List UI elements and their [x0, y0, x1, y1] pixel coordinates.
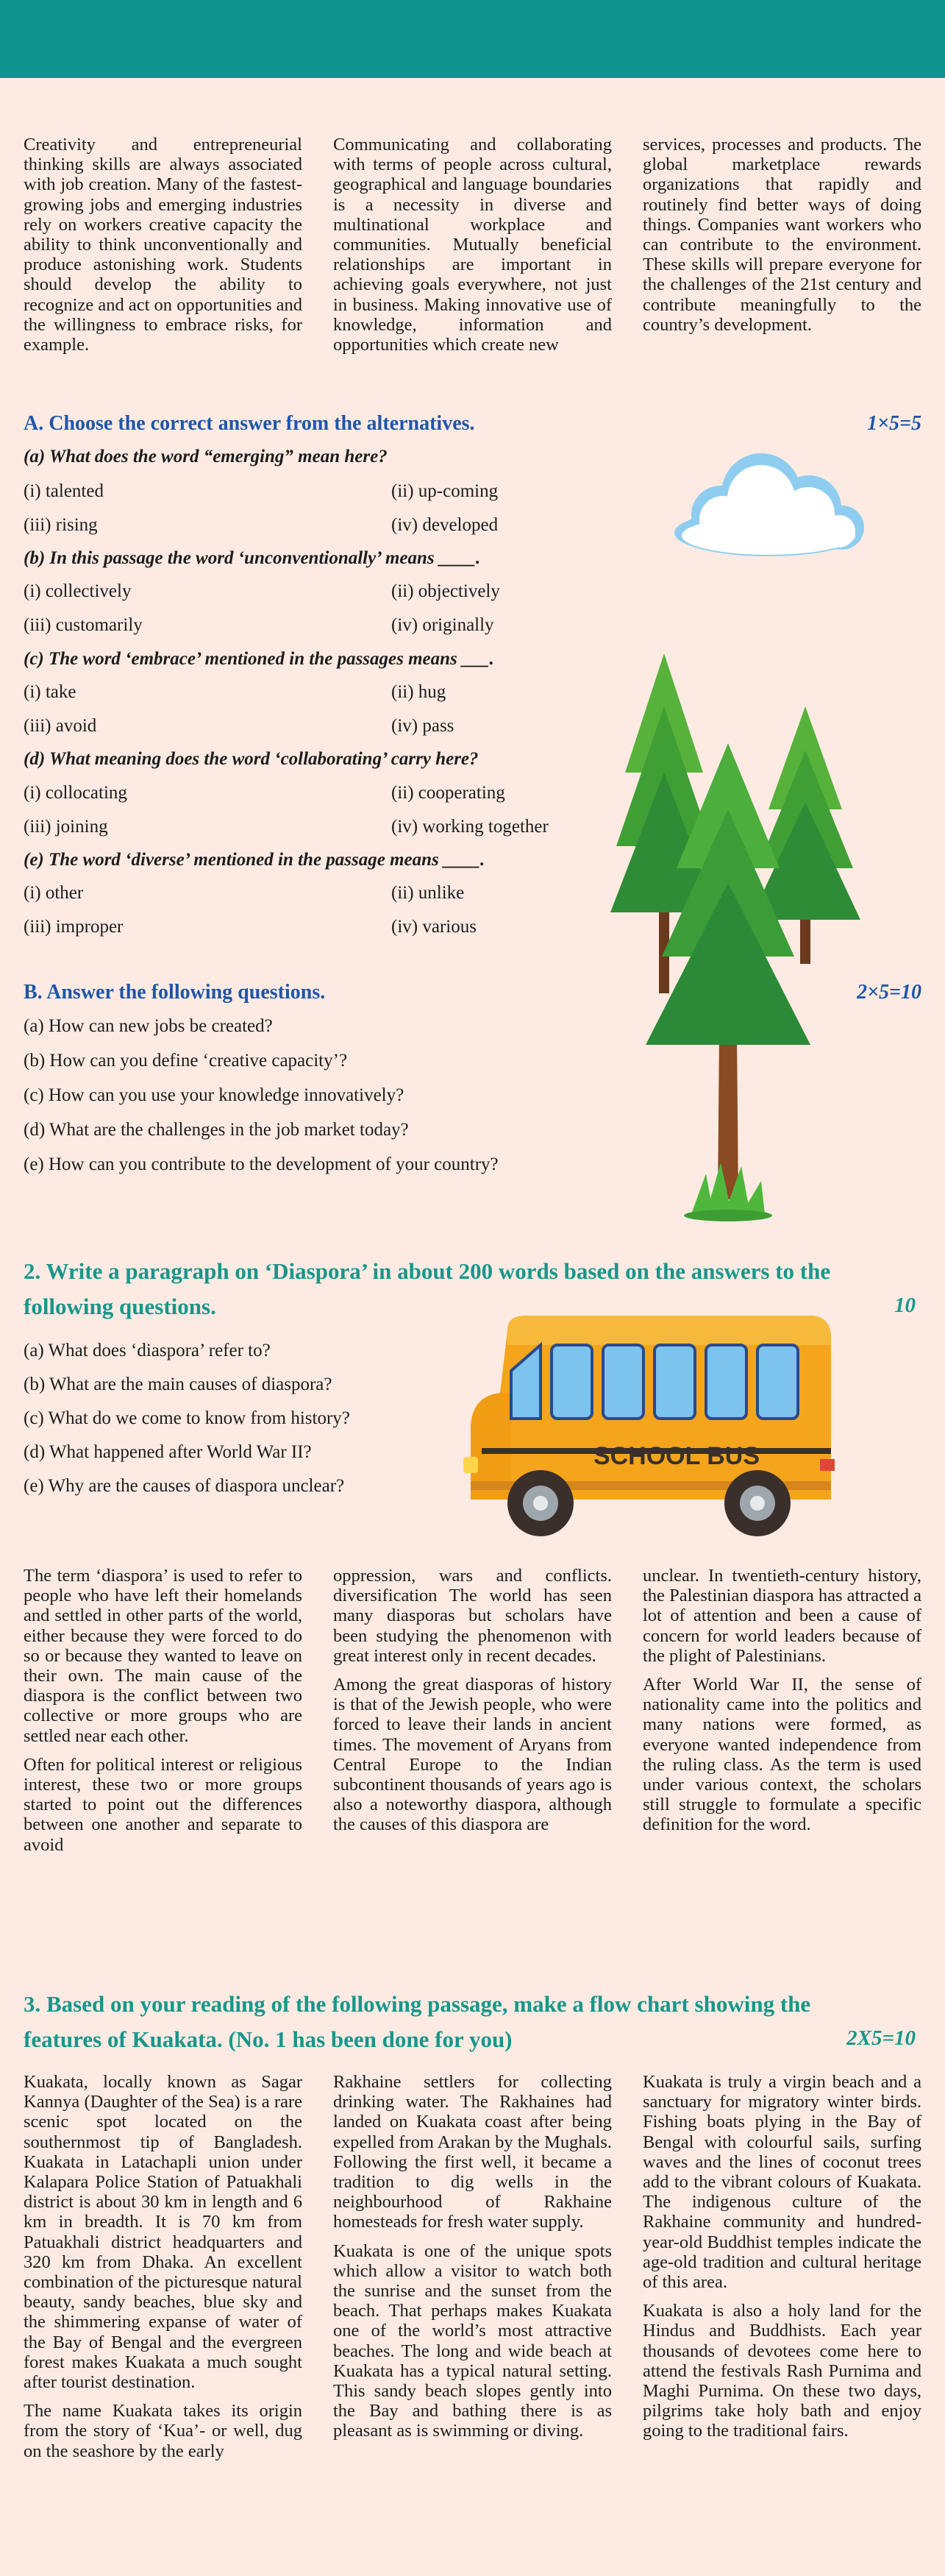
option: (iv) working together [391, 817, 549, 837]
question-line: (a) How can new jobs be created? [24, 1016, 273, 1036]
option: (iii) avoid [24, 716, 97, 736]
option: (ii) objectively [391, 581, 500, 601]
passage-kuakata [24, 2072, 921, 2461]
passage-column-3 [643, 2072, 921, 2461]
option: (i) collectively [24, 581, 132, 601]
paragraph: Kuakata is truly a virgin beach and a sanctuary for migratory winter birds. Fishing boats plying in the Bay of Bengal with colourful sails, surfing waves and the lines of coconut trees add to the vibrant colours of Kuakata. The indigenous culture of the Rakhaine community and hundred-year-old Buddhist temples indicate the age-old tradition and cultural heritage of this area. [643, 2072, 921, 2293]
question-line: (b) What are the main causes of diaspora? [24, 1374, 332, 1394]
passage-creativity [24, 135, 921, 355]
passage-column-2 [333, 1566, 612, 1855]
question-b: (b) In this passage the word ‘unconventionally’ means ____. [24, 548, 481, 568]
section-a-heading: A. Choose the correct answer from the alternatives. [24, 412, 475, 435]
passage-column-1 [24, 2072, 302, 2461]
paragraph: Rakhaine settlers for collecting drinking water. The Rakhaines had landed on Kuakata coast after being expelled from Arakan by the Mughals. Following the first well, it became a tradition to dig wells in the neighbourhood of Rakhaine homesteads for fresh water supply. [333, 2072, 612, 2232]
question-line: (b) How can you define ‘creative capacity’? [24, 1051, 348, 1071]
passage-column-3 [643, 135, 921, 355]
section-3-marks: 2X5=10 [846, 2026, 916, 2050]
question-line: (e) How can you contribute to the development of your country? [24, 1154, 499, 1174]
section-2-marks: 10 [894, 1294, 916, 1317]
option: (iii) customarily [24, 615, 143, 635]
option: (i) take [24, 682, 76, 702]
section-b-heading: B. Answer the following questions. [24, 981, 326, 1004]
passage-diaspora [24, 1566, 921, 1855]
trees-illustration [610, 647, 934, 1258]
paragraph: oppression, wars and conflicts. diversification The world has seen many diasporas but scholars have been studying the phenomenon with great interest only in recent decades. [333, 1566, 612, 1666]
question-line: (e) Why are the causes of diaspora unclear? [24, 1476, 345, 1496]
question-line: (c) What do we come to know from history? [24, 1408, 350, 1428]
option: (i) collocating [24, 783, 127, 803]
heading-line: following questions. [24, 1294, 216, 1319]
question-line: (d) What happened after World War II? [24, 1442, 312, 1462]
option: (iii) rising [24, 515, 98, 535]
paragraph: Kuakata, locally known as Sagar Kannya (Daughter of the Sea) is a rare scenic spot located on the southernmost tip of Bangladesh. Kuakata in Latachapli union under Kalapara Police Station of Patuakhali district is about 30 km in length and 6 km in breadth. It is 70 km from Patuakhali district headquarters and 320 km from Dhaka. An excellent combination of the picturesque natural beauty, sandy beaches, blue sky and the shimmering expanse of water of the Bay of Bengal and the evergreen forest makes Kuakata a much sought after tourist destination. [24, 2072, 302, 2393]
passage-column-2 [333, 135, 612, 355]
option: (iii) joining [24, 817, 108, 837]
passage-column-1 [24, 1566, 302, 1855]
paragraph: Kuakata is also a holy land for the Hindus and Buddhists. Each year thousands of devotees come here to attend the festivals Rash Purnima and Maghi Purnima. On these two days, pilgrims take holy bath and enjoy going to the traditional fairs. [643, 2301, 921, 2441]
paragraph: Often for political interest or religious interest, these two or more groups started to point out the differences between one another and separate to avoid [24, 1754, 302, 1855]
option: (iii) improper [24, 917, 124, 937]
heading-line: 3. Based on your reading of the following passage, make a flow chart showing the [24, 1991, 811, 2017]
top-banner [0, 0, 945, 78]
question-line: (a) What does ‘diaspora’ refer to? [24, 1341, 271, 1360]
question-line: (c) How can you use your knowledge innovatively? [24, 1085, 404, 1105]
option: (ii) cooperating [391, 783, 505, 803]
question-c: (c) The word ‘embrace’ mentioned in the passages means ___. [24, 649, 494, 669]
option: (ii) up-coming [391, 481, 499, 501]
option: (iv) various [391, 917, 477, 937]
option: (iv) pass [391, 716, 454, 736]
question-e: (e) The word ‘diverse’ mentioned in the passage means ____. [24, 850, 485, 870]
paragraph: The name Kuakata takes its origin from the story of ‘Kua’- or well, dug on the seashore by the early [24, 2401, 302, 2461]
bus-label: SCHOOL BUS [593, 1442, 760, 1470]
option: (iv) developed [391, 515, 499, 535]
paragraph: The term ‘diaspora’ is used to refer to people who have left their homelands and settled in other parts of the world, either because they were forced to do so or because they wanted to leave on their own. The main cause of the diaspora is the conflict between two collective or more groups who are settled near each other. [24, 1566, 302, 1746]
paragraph: Communicating and collaborating with terms of people across cultural, geographical and language boundaries is a necessity in diverse and multinational workplace and communities. Mutually beneficial relationships are important in achieving goals everywhere, not just in business. Making innovative use of knowledge, information and opportunities which create new [333, 135, 612, 355]
heading-line: 2. Write a paragraph on ‘Diaspora’ in about 200 words based on the answers to the [24, 1258, 831, 1284]
section-b-marks: 2×5=10 [857, 981, 921, 1004]
section-3-heading [24, 1987, 891, 2057]
question-a: (a) What does the word “emerging” mean here? [24, 447, 388, 466]
paragraph: services, processes and products. The global marketplace rewards organizations that rapidly and routinely find better ways of doing things. Companies want workers who can contribute to the environment. These skills will prepare everyone for the challenges of the 21st century and contribute meaningfully to the country’s development. [643, 135, 921, 335]
option: (ii) unlike [391, 883, 465, 903]
option: (i) talented [24, 481, 104, 501]
passage-column-1 [24, 135, 302, 355]
school-bus-illustration [456, 1301, 846, 1558]
paragraph: Among the great diasporas of history is that of the Jewish people, who were forced to leave their lands in ancient times. The movement of Aryans from Central Europe to the Indian subcontinent thousands of years ago is also a noteworthy diaspora, although the causes of this diaspora are [333, 1675, 612, 1835]
question-line: (d) What are the challenges in the job market today? [24, 1120, 409, 1140]
option: (i) other [24, 883, 84, 903]
paragraph: unclear. In twentieth-century history, the Palestinian diaspora has attracted a lot of attention and been a cause of concern for world leaders because of the plight of Palestinians. [643, 1566, 921, 1666]
option: (ii) hug [391, 682, 446, 702]
section-a-marks: 1×5=5 [867, 412, 921, 435]
paragraph: Creativity and entrepreneurial thinking skills are always associated with job creation. Many of the fastest-growing jobs and emerging industries rely on workers creative capacity the ability to think unconventionally and produce astonishing work. Students should develop the ability to recognize and act on opportunities and the willingness to embrace risks, for example. [24, 135, 302, 355]
heading-line: features of Kuakata. (No. 1 has been done for you) [24, 2026, 513, 2052]
passage-column-3 [643, 1566, 921, 1855]
cloud-icon [666, 450, 868, 561]
question-d: (d) What meaning does the word ‘collaborating’ carry here? [24, 749, 479, 769]
option: (iv) originally [391, 615, 494, 635]
paragraph: Kuakata is one of the unique spots which allow a visitor to watch both the sunrise and the sunset from the beach. That perhaps makes Kuakata one of the world’s most attractive beaches. The long and wide beach at Kuakata has a typical natural setting. This sandy beach slopes gently into the Bay and bathing there is as pleasant as is swimming or diving. [333, 2240, 612, 2441]
passage-column-2 [333, 2072, 612, 2461]
paragraph: After World War II, the sense of nationality came into the politics and many nations were formed, as everyone wanted independence from the ruling class. As the term is used under various context, the scholars still struggle to formulate a specific definition for the word. [643, 1675, 921, 1835]
